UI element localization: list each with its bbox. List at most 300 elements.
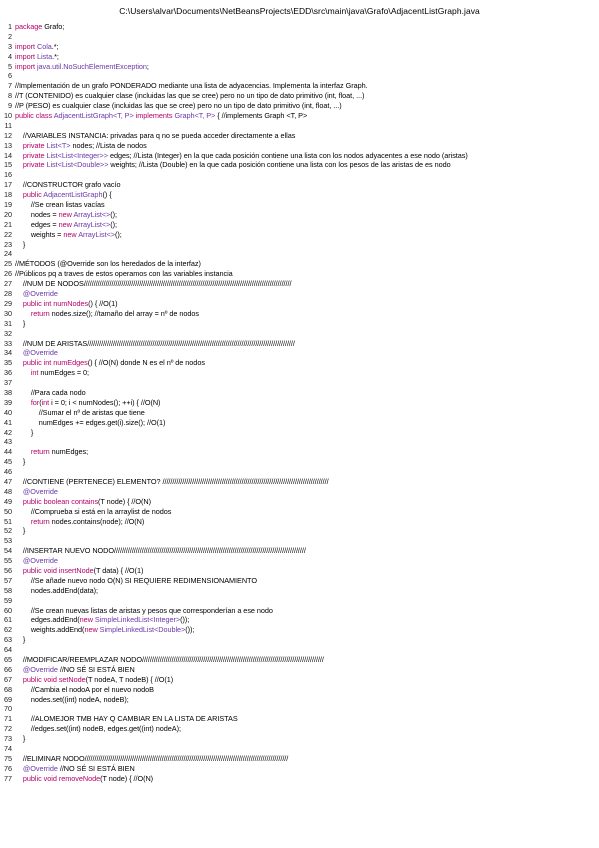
line-text bbox=[15, 71, 596, 81]
code-token: new bbox=[84, 625, 98, 635]
line-text bbox=[15, 695, 596, 705]
code-line bbox=[2, 704, 596, 714]
code-line bbox=[2, 556, 596, 566]
line-text bbox=[15, 111, 596, 121]
code-token: //Comprueba si está en la arraylist de nodos bbox=[15, 506, 172, 516]
code-line bbox=[2, 714, 596, 724]
code-token: () { //O(1) bbox=[88, 298, 118, 308]
code-line bbox=[2, 71, 596, 81]
code-line bbox=[2, 497, 596, 507]
line-number: 17 bbox=[3, 180, 12, 190]
code-token: } bbox=[15, 635, 26, 645]
line-number: 15 bbox=[3, 160, 12, 170]
code-token: public class bbox=[15, 111, 53, 121]
code-line bbox=[2, 477, 596, 487]
code-token: @Override bbox=[15, 763, 58, 773]
code-token: private bbox=[15, 160, 45, 170]
code-token: //Se añade nuevo nodo O(N) SI REQUIERE REDIMENSIONAMIENTO bbox=[15, 575, 257, 585]
code-line bbox=[2, 249, 596, 259]
code-token: } bbox=[15, 239, 26, 249]
code-line bbox=[2, 507, 596, 517]
code-token: import bbox=[15, 61, 35, 71]
line-text bbox=[15, 764, 596, 774]
code-token: SimpleLinkedList<Double> bbox=[99, 625, 186, 635]
code-token: ArrayList<> bbox=[73, 209, 111, 219]
code-token: () { //O(N) donde N es el nº de nodos bbox=[87, 358, 205, 368]
code-token: Grafo; bbox=[44, 22, 65, 31]
code-token: ArrayList<> bbox=[78, 229, 115, 239]
line-text bbox=[15, 685, 596, 695]
code-token: //T (CONTENIDO) es cualquier clase (incluidas las que se cree) pero no un tipo de dato primitivo (int, float, ...) bbox=[15, 91, 365, 101]
line-text bbox=[15, 210, 596, 220]
line-number: 10 bbox=[3, 111, 12, 121]
line-number: 30 bbox=[3, 308, 12, 318]
code-token: nodes.addEnd(data); bbox=[15, 585, 99, 595]
line-number: 37 bbox=[3, 378, 12, 388]
code-line bbox=[2, 279, 596, 289]
code-token: //NUM DE ARISTAS///////////////////////////////////////////////////////////////////////////////////////////////////////// bbox=[15, 338, 295, 348]
code-token: (T node) { //O(N) bbox=[98, 496, 151, 506]
line-text bbox=[15, 52, 596, 62]
code-line bbox=[2, 685, 596, 695]
code-token: //ELIMINAR NODO/////////////////////////////////////////////////////////////////////////////////////////////////////// bbox=[15, 753, 289, 763]
code-token: import bbox=[15, 41, 35, 51]
line-number: 38 bbox=[3, 387, 12, 397]
code-line bbox=[2, 32, 596, 42]
code-line bbox=[2, 447, 596, 457]
code-line bbox=[2, 121, 596, 131]
line-number: 68 bbox=[3, 684, 12, 694]
code-line bbox=[2, 269, 596, 279]
line-number: 54 bbox=[3, 546, 12, 556]
line-text bbox=[15, 447, 596, 457]
code-token: //Implementación de un grafo PONDERADO mediante una lista de adyacencias. Implementa la interfaz Graph. bbox=[15, 81, 368, 91]
code-line bbox=[2, 695, 596, 705]
code-token: () { bbox=[102, 190, 112, 200]
code-token: new bbox=[58, 209, 72, 219]
code-token: ()); bbox=[180, 615, 190, 625]
line-number: 59 bbox=[3, 595, 12, 605]
line-text bbox=[15, 625, 596, 635]
code-line bbox=[2, 388, 596, 398]
line-number: 39 bbox=[3, 397, 12, 407]
line-text bbox=[15, 141, 596, 151]
code-token: contains bbox=[71, 496, 99, 506]
code-line bbox=[2, 81, 596, 91]
code-token: @Override bbox=[15, 556, 58, 566]
line-text bbox=[15, 418, 596, 428]
code-line bbox=[2, 774, 596, 784]
line-text bbox=[15, 408, 596, 418]
line-text bbox=[15, 596, 596, 606]
line-text bbox=[15, 339, 596, 349]
line-number: 21 bbox=[3, 219, 12, 229]
line-number: 50 bbox=[3, 506, 12, 516]
line-number: 19 bbox=[3, 200, 12, 210]
code-token: (T data) { //O(1) bbox=[93, 565, 144, 575]
code-line bbox=[2, 52, 596, 62]
line-number: 22 bbox=[3, 229, 12, 239]
line-text bbox=[15, 655, 596, 665]
code-line bbox=[2, 309, 596, 319]
line-number: 35 bbox=[3, 358, 12, 368]
code-token: numEdges = 0; bbox=[40, 368, 90, 378]
line-number: 55 bbox=[3, 556, 12, 566]
code-line bbox=[2, 615, 596, 625]
line-number: 24 bbox=[3, 249, 12, 259]
code-line bbox=[2, 754, 596, 764]
line-text bbox=[15, 774, 596, 784]
line-number: 51 bbox=[3, 516, 12, 526]
line-number: 52 bbox=[3, 526, 12, 536]
line-number: 65 bbox=[3, 655, 12, 664]
code-line bbox=[2, 319, 596, 329]
line-number: 18 bbox=[3, 190, 12, 200]
line-text bbox=[15, 180, 596, 190]
line-text bbox=[15, 269, 596, 279]
code-line bbox=[2, 151, 596, 161]
code-token: new bbox=[79, 615, 93, 625]
code-token: //Para cada nodo bbox=[15, 387, 86, 397]
code-line bbox=[2, 437, 596, 447]
code-token: Cola bbox=[36, 41, 52, 51]
line-number: 4 bbox=[7, 51, 12, 61]
code-token: public void bbox=[15, 674, 57, 684]
line-number: 29 bbox=[3, 298, 12, 308]
code-token: //MÉTODOS (@Override son los heredados de la interfaz) bbox=[15, 259, 201, 269]
code-token: public int bbox=[15, 358, 52, 368]
line-number: 13 bbox=[3, 140, 12, 150]
line-text bbox=[15, 457, 596, 467]
line-number: 5 bbox=[7, 61, 12, 71]
code-token: int bbox=[41, 397, 50, 407]
line-text bbox=[15, 358, 596, 368]
line-text bbox=[15, 160, 596, 170]
line-text bbox=[15, 101, 596, 111]
line-number: 66 bbox=[3, 664, 12, 674]
code-token: insertNode bbox=[58, 565, 94, 575]
code-line bbox=[2, 586, 596, 596]
code-line bbox=[2, 190, 596, 200]
code-token: AdjacentListGraph<T, P> bbox=[53, 111, 134, 121]
line-number: 42 bbox=[3, 427, 12, 437]
line-text bbox=[15, 517, 596, 527]
code-token: @Override bbox=[15, 348, 58, 358]
code-line bbox=[2, 398, 596, 408]
line-text bbox=[15, 279, 596, 289]
code-token: return bbox=[15, 447, 50, 457]
code-token: numEdges += edges.get(i).size(); //O(1) bbox=[15, 417, 166, 427]
line-text bbox=[15, 121, 596, 131]
line-text bbox=[15, 388, 596, 398]
line-number: 14 bbox=[3, 150, 12, 160]
code-token: ArrayList<> bbox=[73, 219, 111, 229]
code-token: //P (PESO) es cualquier clase (incluidas las que se cree) pero no un tipo de dato primitivo (int, float, ...) bbox=[15, 101, 342, 111]
code-token: //NO SÉ SI ESTÁ BIEN bbox=[59, 763, 135, 773]
code-token: //CONSTRUCTOR grafo vacío bbox=[15, 180, 121, 190]
line-text bbox=[15, 615, 596, 625]
line-text bbox=[15, 190, 596, 200]
code-token: Graph<T, P> bbox=[174, 111, 216, 121]
code-token: List<List<Integer>> bbox=[46, 150, 108, 160]
line-number: 7 bbox=[7, 81, 12, 91]
code-token: AdjacentListGraph bbox=[43, 190, 103, 200]
line-number: 33 bbox=[3, 338, 12, 348]
line-number: 76 bbox=[3, 763, 12, 773]
code-token: nodes.size(); //tamaño del array = nº de nodos bbox=[51, 308, 199, 318]
line-text bbox=[15, 586, 596, 596]
code-token: //Sumar el nº de aristas que tiene bbox=[15, 407, 145, 417]
line-number: 67 bbox=[3, 674, 12, 684]
line-text bbox=[15, 42, 596, 52]
code-token: .*; bbox=[52, 51, 59, 61]
line-number: 6 bbox=[7, 71, 12, 81]
line-text bbox=[15, 200, 596, 210]
line-text bbox=[15, 319, 596, 329]
line-number: 49 bbox=[3, 496, 12, 506]
line-text bbox=[15, 714, 596, 724]
code-token: Lista bbox=[36, 51, 53, 61]
line-text bbox=[15, 645, 596, 655]
code-token: } bbox=[15, 427, 34, 437]
code-line bbox=[2, 289, 596, 299]
line-text bbox=[15, 309, 596, 319]
code-line bbox=[2, 240, 596, 250]
line-text bbox=[15, 259, 596, 269]
code-token: } bbox=[15, 734, 26, 744]
code-line bbox=[2, 200, 596, 210]
line-number: 53 bbox=[3, 536, 12, 546]
code-token: //NO SÉ SI ESTÁ BIEN bbox=[59, 664, 135, 674]
line-number: 61 bbox=[3, 615, 12, 625]
line-text bbox=[15, 299, 596, 309]
line-text bbox=[15, 467, 596, 477]
code-token: for bbox=[15, 397, 40, 407]
code-line bbox=[2, 160, 596, 170]
code-token: //edges.set((int) nodeB, edges.get((int) nodeA); bbox=[15, 724, 181, 734]
code-token: public boolean bbox=[15, 496, 70, 506]
line-number: 71 bbox=[3, 714, 12, 724]
line-number: 46 bbox=[3, 467, 12, 477]
code-token: (); bbox=[114, 229, 122, 239]
line-text bbox=[15, 230, 596, 240]
line-number: 3 bbox=[7, 41, 12, 51]
code-line bbox=[2, 418, 596, 428]
code-token: implements bbox=[135, 111, 173, 121]
code-line bbox=[2, 230, 596, 240]
code-line bbox=[2, 655, 596, 665]
line-number: 12 bbox=[3, 130, 12, 140]
code-line bbox=[2, 566, 596, 576]
code-token: weights.addEnd( bbox=[15, 625, 85, 635]
line-text bbox=[15, 497, 596, 507]
code-token: weights = bbox=[15, 229, 64, 239]
line-number: 69 bbox=[3, 694, 12, 704]
line-text bbox=[15, 62, 596, 72]
code-token: (T nodeA, T nodeB) { //O(1) bbox=[85, 674, 174, 684]
line-number: 57 bbox=[3, 575, 12, 585]
code-token: numEdges; bbox=[51, 447, 89, 457]
line-text bbox=[15, 32, 596, 42]
line-text bbox=[15, 665, 596, 675]
code-line bbox=[2, 576, 596, 586]
code-token: } bbox=[15, 526, 26, 536]
code-token: removeNode bbox=[58, 773, 101, 783]
line-text bbox=[15, 526, 596, 536]
line-number: 16 bbox=[3, 170, 12, 180]
code-token: new bbox=[63, 229, 77, 239]
code-token: private bbox=[15, 150, 45, 160]
code-token: @Override bbox=[15, 289, 58, 299]
code-token: //INSERTAR NUEVO NODO///////////////////////////////////////////////////////////////////////////////////////////////// bbox=[15, 546, 306, 556]
line-number: 28 bbox=[3, 289, 12, 299]
code-token: List<List<Double>> bbox=[46, 160, 109, 170]
line-text bbox=[15, 240, 596, 250]
line-number: 75 bbox=[3, 753, 12, 763]
line-text bbox=[15, 724, 596, 734]
line-number: 43 bbox=[3, 437, 12, 447]
code-line bbox=[2, 536, 596, 546]
code-line bbox=[2, 457, 596, 467]
code-token: } bbox=[15, 457, 26, 467]
code-token: public int bbox=[15, 298, 52, 308]
line-number: 47 bbox=[3, 476, 12, 486]
code-line bbox=[2, 62, 596, 72]
line-text bbox=[15, 576, 596, 586]
line-number: 2 bbox=[7, 31, 12, 41]
line-number: 20 bbox=[3, 209, 12, 219]
code-line bbox=[2, 675, 596, 685]
code-token: edges; //Lista (Integer) en la que cada posición contiene una lista con los nodos adyacentes a ese nodo (aristas) bbox=[109, 150, 468, 160]
code-token: //Se crean nuevas listas de aristas y pesos que corresponderían a ese nodo bbox=[15, 605, 273, 615]
code-token: java.util.NoSuchElementException bbox=[36, 61, 147, 71]
line-number: 31 bbox=[3, 318, 12, 328]
code-token: import bbox=[15, 51, 35, 61]
code-line bbox=[2, 487, 596, 497]
code-line bbox=[2, 220, 596, 230]
code-line bbox=[2, 170, 596, 180]
code-token: public void bbox=[15, 773, 57, 783]
line-number: 60 bbox=[3, 605, 12, 615]
line-text bbox=[15, 675, 596, 685]
code-line bbox=[2, 339, 596, 349]
code-token: new bbox=[58, 219, 72, 229]
line-text bbox=[15, 734, 596, 744]
code-token: //Cambia el nodoA por el nuevo nodoB bbox=[15, 684, 154, 694]
code-token: (); bbox=[110, 219, 117, 229]
line-number: 23 bbox=[3, 239, 12, 249]
code-token: weights; //Lista (Double) en la que cada posición contiene una lista con los pesos de las aristas de es nodo bbox=[110, 160, 451, 170]
line-text bbox=[15, 536, 596, 546]
code-line bbox=[2, 358, 596, 368]
code-token: numEdges bbox=[53, 358, 88, 368]
line-number: 34 bbox=[3, 348, 12, 358]
line-text bbox=[15, 348, 596, 358]
code-line bbox=[2, 91, 596, 101]
code-token: //CONTIENE (PERTENECE) ELEMENTO? //////////////////////////////////////////////////////////////////////////////////// bbox=[15, 476, 329, 486]
line-number: 26 bbox=[3, 269, 12, 279]
line-text bbox=[15, 22, 596, 32]
line-number: 25 bbox=[3, 259, 12, 269]
code-token: //Públicos pq a traves de estos operamos con las variables instancia bbox=[15, 269, 233, 279]
line-text bbox=[15, 635, 596, 645]
code-line bbox=[2, 724, 596, 734]
line-number: 8 bbox=[7, 91, 12, 101]
line-number: 27 bbox=[3, 279, 12, 289]
code-listing bbox=[2, 22, 596, 784]
line-number: 63 bbox=[3, 635, 12, 645]
code-token: edges.addEnd( bbox=[15, 615, 80, 625]
code-token: nodes; //Lista de nodos bbox=[72, 140, 147, 150]
code-token: edges = bbox=[15, 219, 59, 229]
code-token: public bbox=[15, 190, 42, 200]
line-number: 64 bbox=[3, 645, 12, 655]
code-token: public void bbox=[15, 565, 57, 575]
code-token: private bbox=[15, 140, 45, 150]
line-number: 9 bbox=[7, 101, 12, 111]
line-text bbox=[15, 81, 596, 91]
code-token: { //implements Graph <T, P> bbox=[217, 111, 308, 121]
code-line bbox=[2, 645, 596, 655]
line-number: 72 bbox=[3, 724, 12, 734]
code-line bbox=[2, 141, 596, 151]
code-line bbox=[2, 734, 596, 744]
code-token: (); bbox=[110, 209, 117, 219]
code-line bbox=[2, 210, 596, 220]
code-line bbox=[2, 348, 596, 358]
code-token: //Se crean listas vacías bbox=[15, 200, 105, 210]
code-token: @Override bbox=[15, 486, 58, 496]
code-token: return bbox=[15, 516, 50, 526]
line-text bbox=[15, 329, 596, 339]
line-text bbox=[15, 487, 596, 497]
code-line bbox=[2, 744, 596, 754]
line-text bbox=[15, 220, 596, 230]
code-token: .*; bbox=[51, 41, 59, 51]
line-text bbox=[15, 606, 596, 616]
code-token: @Override bbox=[15, 664, 58, 674]
code-line bbox=[2, 665, 596, 675]
line-text bbox=[15, 378, 596, 388]
code-line bbox=[2, 428, 596, 438]
code-token: ; bbox=[146, 61, 149, 71]
line-text bbox=[15, 566, 596, 576]
line-number: 58 bbox=[3, 585, 12, 595]
line-number: 11 bbox=[4, 120, 12, 130]
code-token: List<T> bbox=[46, 140, 71, 150]
line-number: 48 bbox=[3, 486, 12, 496]
code-line bbox=[2, 606, 596, 616]
code-line bbox=[2, 299, 596, 309]
code-line bbox=[2, 596, 596, 606]
code-token: //MODIFICAR/REEMPLAZAR NODO//////////////////////////////////////////////////////////////////////////////////////////// bbox=[15, 655, 324, 664]
code-token: nodes.contains(node); //O(N) bbox=[51, 516, 145, 526]
line-number: 62 bbox=[3, 625, 12, 635]
code-line bbox=[2, 101, 596, 111]
line-text bbox=[15, 556, 596, 566]
line-text bbox=[15, 131, 596, 141]
line-text bbox=[15, 289, 596, 299]
line-text bbox=[15, 170, 596, 180]
line-number: 56 bbox=[3, 565, 12, 575]
code-token: } bbox=[15, 318, 26, 328]
code-line bbox=[2, 635, 596, 645]
code-line bbox=[2, 259, 596, 269]
code-token: ( bbox=[39, 397, 42, 407]
line-number: 36 bbox=[3, 368, 12, 378]
code-line bbox=[2, 111, 596, 121]
line-text bbox=[15, 249, 596, 259]
